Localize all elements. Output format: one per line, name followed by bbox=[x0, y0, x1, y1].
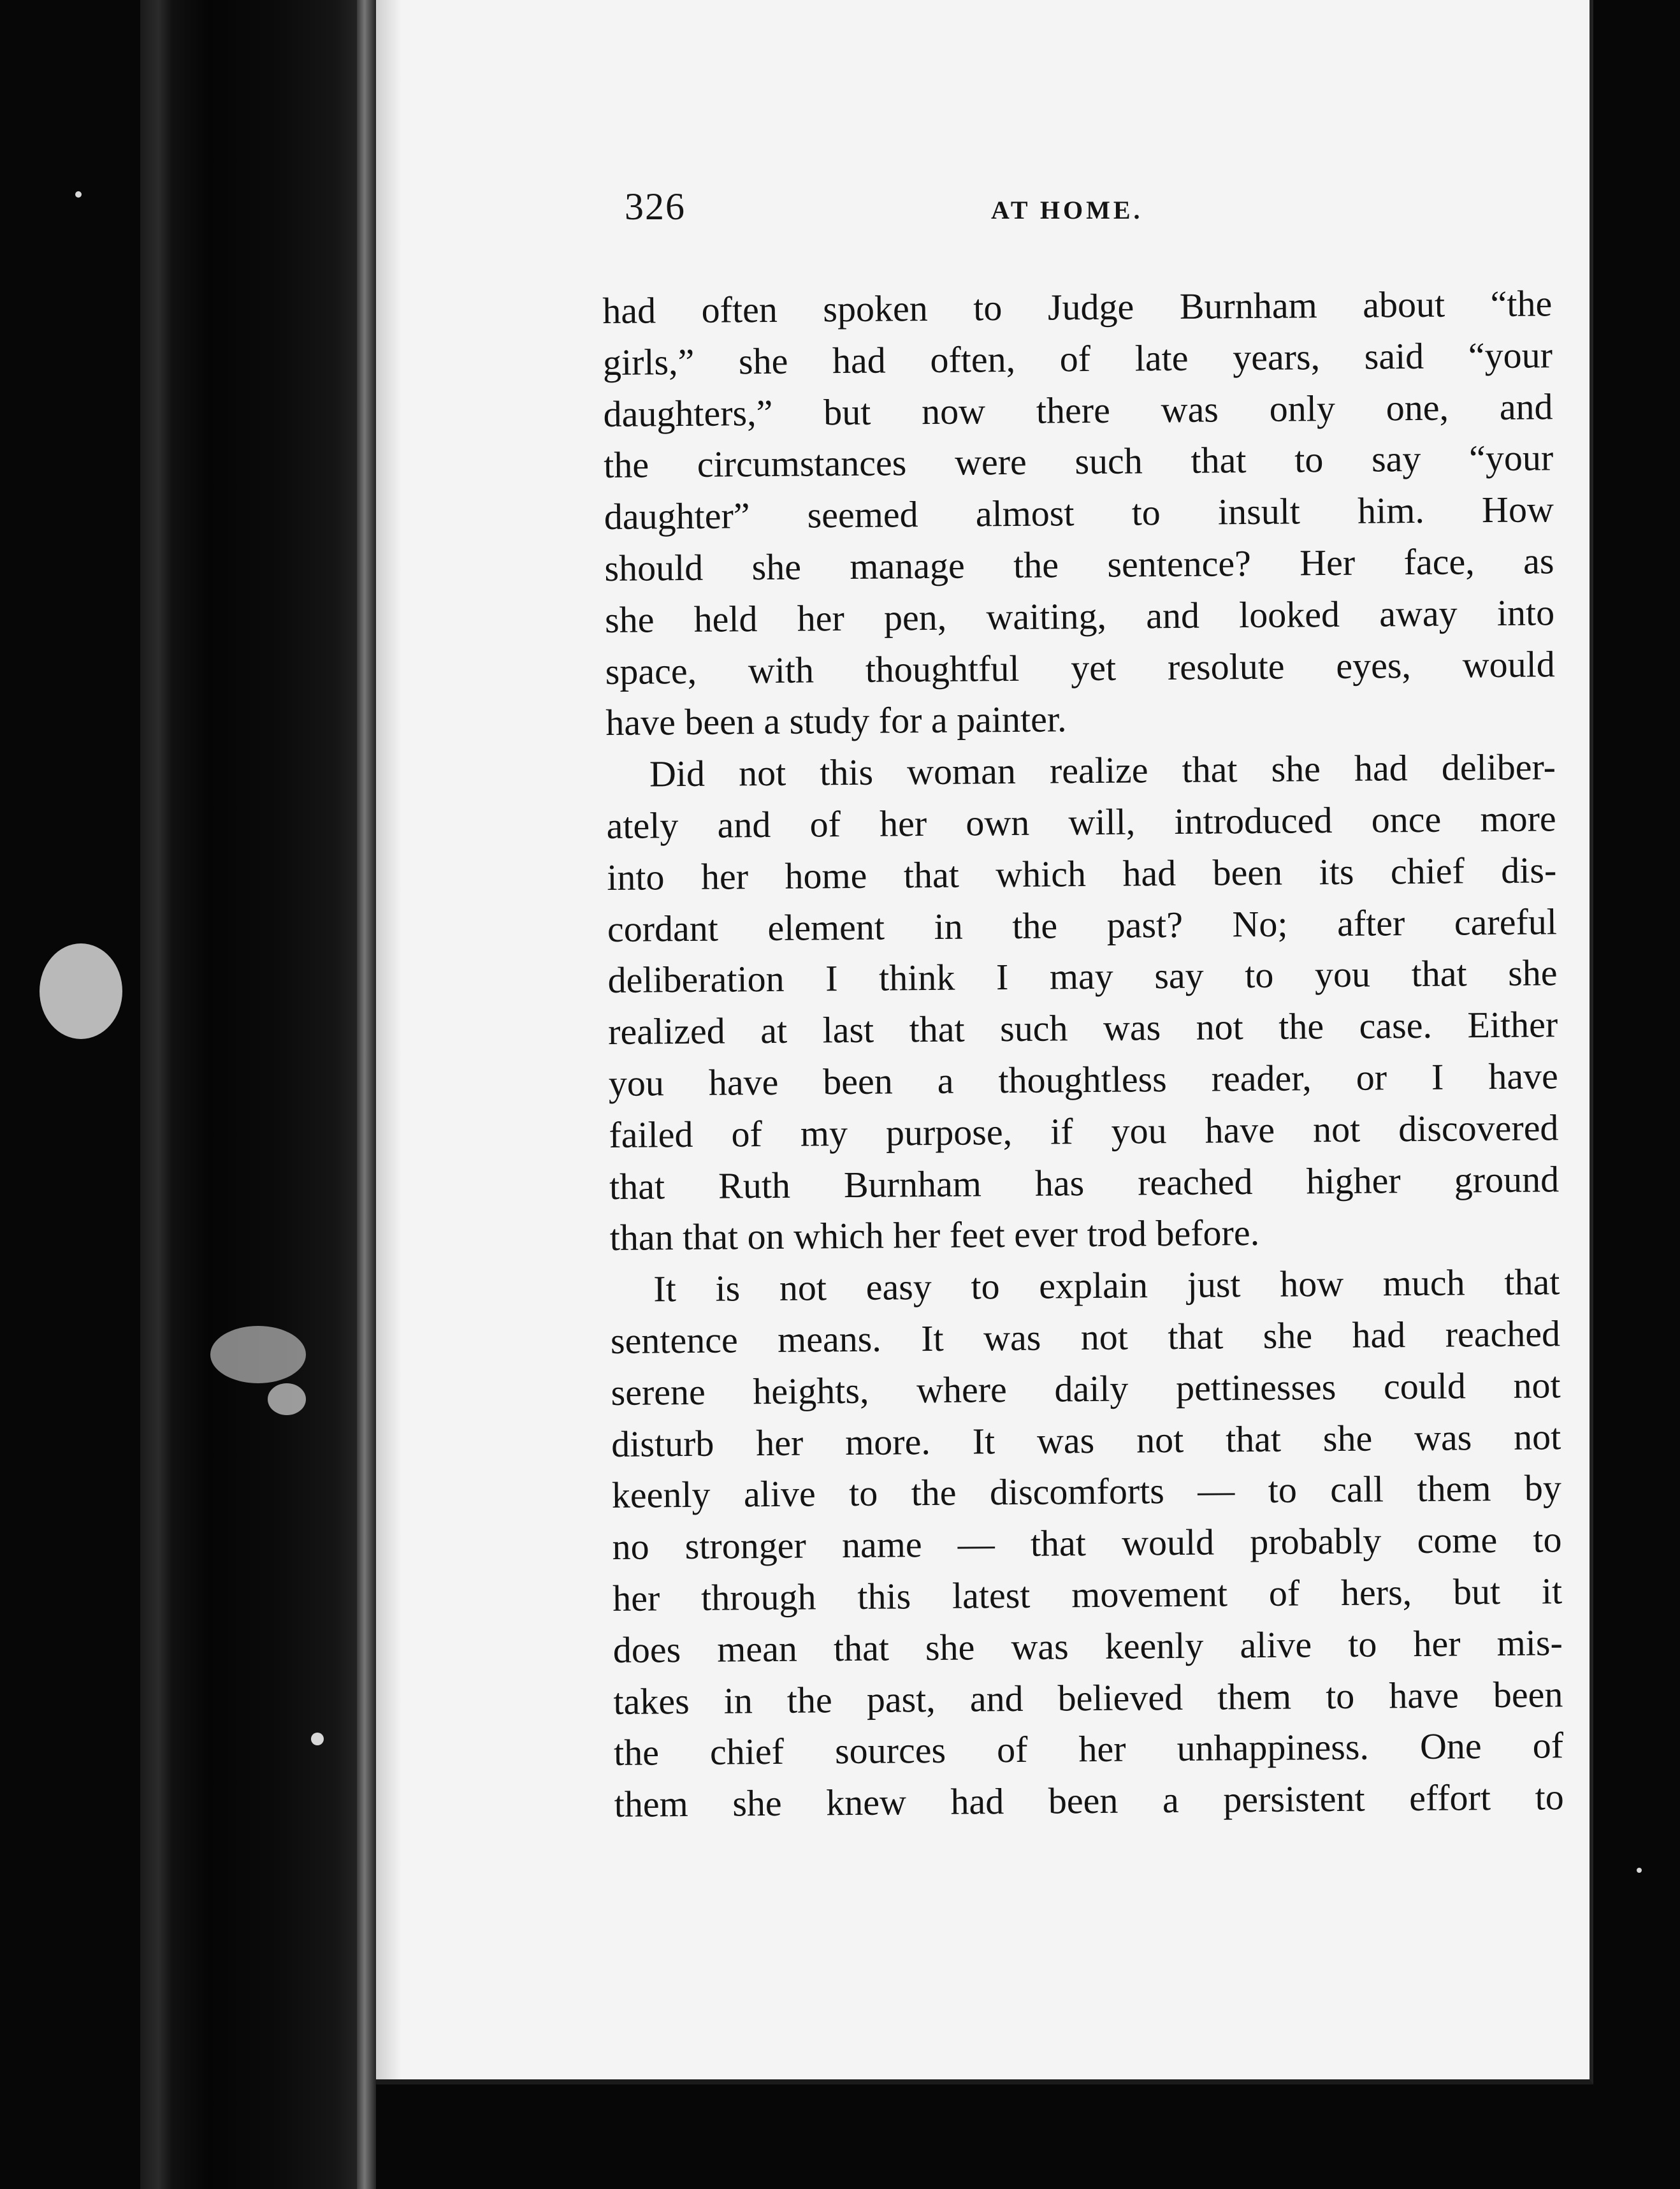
text-line: than that on which her feet ever trod before. bbox=[609, 1212, 1260, 1259]
text-line: disturb her more. It was not that she was not bbox=[611, 1415, 1561, 1465]
text-line: ately and of her own will, introduced once more bbox=[606, 797, 1556, 847]
text-line: the chief sources of her unhappiness. One of bbox=[613, 1724, 1564, 1774]
text-line: her through this latest movement of hers, but it bbox=[612, 1570, 1563, 1619]
page-header bbox=[625, 185, 1485, 236]
text-line: girls,” she had often, of late years, said “your bbox=[602, 334, 1553, 383]
text-line: the circumstances were such that to say “your bbox=[603, 437, 1554, 486]
text-line: cordant element in the past? No; after careful bbox=[607, 900, 1558, 950]
dust-speck bbox=[1637, 1868, 1642, 1873]
text-line: It is not easy to explain just how much that bbox=[653, 1261, 1560, 1310]
text-line: you have been a thoughtless reader, or I have bbox=[608, 1055, 1559, 1104]
book-spine bbox=[140, 0, 370, 2189]
text-line: keenly alive to the discomforts — to call them by bbox=[611, 1467, 1562, 1516]
text-line: them she knew had been a persistent effort to bbox=[614, 1776, 1564, 1826]
text-line: deliberation I think I may say to you that she bbox=[607, 952, 1558, 1001]
page-stack-edge bbox=[357, 0, 376, 2189]
dust-speck bbox=[40, 943, 122, 1039]
text-line: that Ruth Burnham has reached higher ground bbox=[609, 1158, 1560, 1207]
book-page bbox=[376, 0, 1593, 2084]
text-line: realized at last that such was not the case. Either bbox=[607, 1003, 1558, 1053]
text-line: into her home that which had been its chief dis- bbox=[607, 849, 1557, 898]
text-line: does mean that she was keenly alive to her mis- bbox=[612, 1621, 1563, 1671]
text-line: failed of my purpose, if you have not discovered bbox=[609, 1107, 1559, 1156]
text-line: daughter” seemed almost to insult him. How bbox=[604, 488, 1554, 538]
text-line: have been a study for a painter. bbox=[605, 698, 1067, 744]
dust-speck bbox=[75, 191, 82, 198]
text-line: takes in the past, and believed them to have been bbox=[613, 1673, 1563, 1722]
dust-speck bbox=[268, 1383, 306, 1415]
text-line: Did not this woman realize that she had deliber- bbox=[649, 746, 1556, 795]
dust-speck bbox=[210, 1326, 306, 1383]
page-number: 326 bbox=[625, 185, 686, 228]
text-line: space, with thoughtful yet resolute eyes, would bbox=[605, 643, 1555, 692]
text-line: sentence means. It was not that she had reached bbox=[610, 1313, 1561, 1362]
text-line: should she manage the sentence? Her face, as bbox=[604, 540, 1554, 589]
running-head: AT HOME. bbox=[991, 196, 1143, 224]
body-text bbox=[602, 278, 1564, 1831]
text-line: serene heights, where daily pettinesses could not bbox=[611, 1364, 1561, 1413]
dust-speck bbox=[311, 1733, 324, 1745]
text-line: she held her pen, waiting, and looked away into bbox=[604, 592, 1555, 641]
text-line: no stronger name — that would probably come to bbox=[612, 1518, 1562, 1568]
text-line: daughters,” but now there was only one, and bbox=[603, 385, 1553, 435]
text-line: had often spoken to Judge Burnham about “the bbox=[602, 282, 1553, 331]
